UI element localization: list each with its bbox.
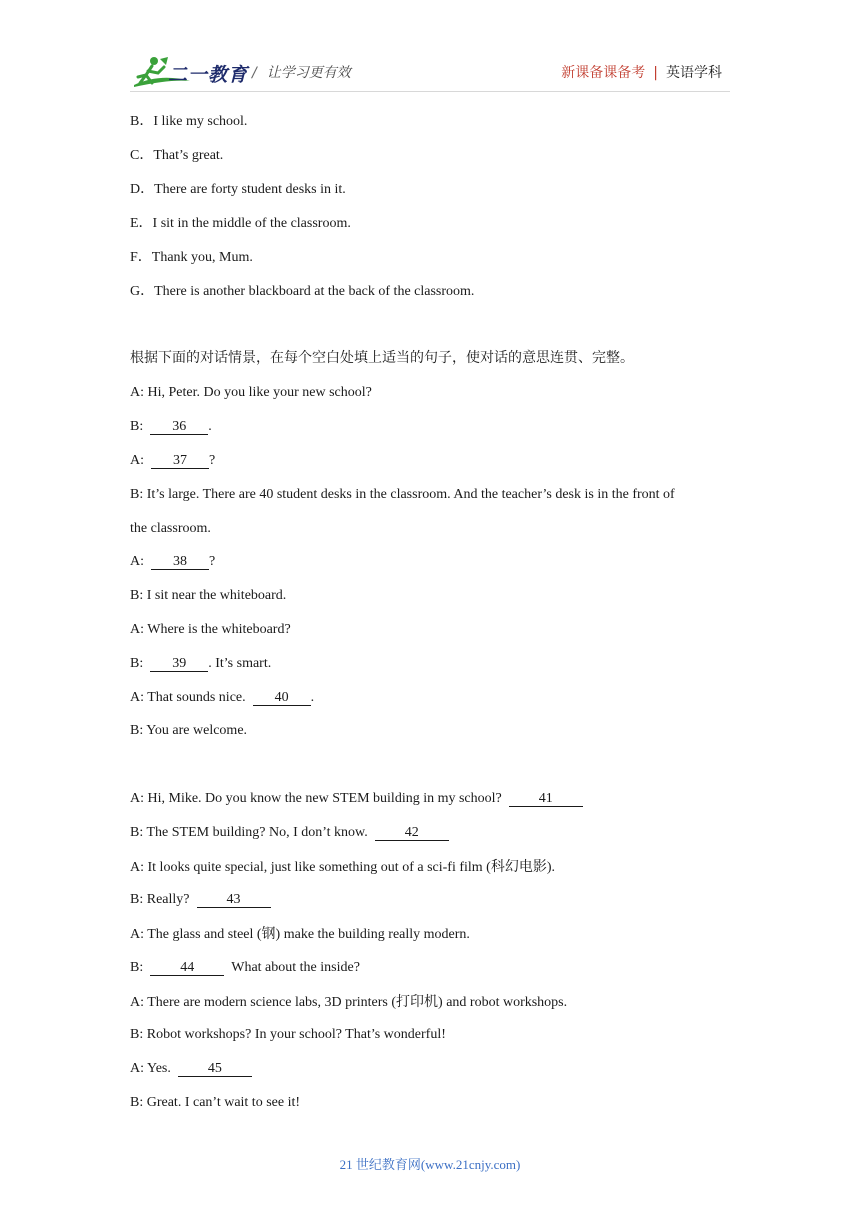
speaker-text: A: It looks quite special, just like something out of a sci-fi film ( xyxy=(130,860,491,875)
option-b: B．I like my school. xyxy=(130,114,248,129)
option-c: C．That’s great. xyxy=(130,148,224,163)
punct: ) make the building really modern. xyxy=(275,927,470,942)
punct: ). xyxy=(546,860,555,875)
dialog2-line-10: B: Great. I can’t wait to see it! xyxy=(130,1095,301,1110)
speaker-text: A: The glass and steel ( xyxy=(130,927,262,942)
blank-45[interactable]: 45 xyxy=(178,1061,252,1077)
chinese-gloss: 科幻电影 xyxy=(490,859,547,875)
blank-40[interactable]: 40 xyxy=(253,690,311,706)
page-footer[interactable]: 21 世纪教育网(www.21cnjy.com) xyxy=(339,1157,521,1172)
option-f: F．Thank you, Mum. xyxy=(130,250,253,265)
punct: ? xyxy=(209,554,216,569)
dialog2-line-9 xyxy=(130,1060,252,1078)
option-d: D．There are forty student desks in it. xyxy=(130,182,346,197)
dialog1-line-5: the classroom. xyxy=(130,521,211,536)
header-right xyxy=(561,62,722,82)
dialog2-line-6 xyxy=(130,959,360,977)
speaker: A: xyxy=(130,554,144,569)
speaker-text: A: Yes. xyxy=(130,1061,171,1076)
speaker: B: xyxy=(130,960,144,975)
speaker: B: xyxy=(130,656,144,671)
instruction: 根据下面的对话情景，在每个空白处填上适当的句子，使对话的意思连贯、完整。 xyxy=(130,350,634,366)
header-divider-line xyxy=(130,91,730,92)
dialog2-line-2 xyxy=(130,824,449,842)
dialog2-line-8: B: Robot workshops? In your school? That’s wonderful! xyxy=(130,1027,446,1042)
dialog1-line-3 xyxy=(130,452,215,470)
header-subject: 英语学科 xyxy=(666,65,722,81)
option-g: G．There is another blackboard at the back of the classroom. xyxy=(130,284,475,299)
header-divider: | xyxy=(653,65,658,81)
chinese-gloss: 打印机 xyxy=(396,994,439,1010)
dialog1-line-11: B: You are welcome. xyxy=(130,723,248,738)
page-header xyxy=(0,0,860,100)
punct: . It’s smart. xyxy=(208,656,272,671)
dialog2-line-5 xyxy=(130,925,470,944)
dialog2-line-7 xyxy=(130,993,567,1012)
header-course-label: 新课备课备考 xyxy=(561,65,646,81)
punct: ? xyxy=(209,453,216,468)
blank-43[interactable]: 43 xyxy=(197,892,271,908)
speaker-text: A: That sounds nice. xyxy=(130,690,246,705)
speaker-text: A: Hi, Mike. Do you know the new STEM building in my school? xyxy=(130,791,502,806)
dialog1-line-6 xyxy=(130,553,215,571)
blank-44[interactable]: 44 xyxy=(150,960,224,976)
dialog2-line-4 xyxy=(130,891,271,909)
punct: ) and robot workshops. xyxy=(438,995,568,1010)
dialog1-line-8: A: Where is the whiteboard? xyxy=(130,622,291,637)
chinese-gloss: 钢 xyxy=(261,926,276,942)
blank-38[interactable]: 38 xyxy=(151,554,209,570)
dialog1-line-7: B: I sit near the whiteboard. xyxy=(130,588,287,603)
dialog1-line-10 xyxy=(130,689,314,707)
blank-41[interactable]: 41 xyxy=(509,791,583,807)
blank-42[interactable]: 42 xyxy=(375,825,449,841)
speaker: A: xyxy=(130,453,144,468)
speaker-text: B: The STEM building? No, I don’t know. xyxy=(130,825,368,840)
slogan-text: 让学习更有效 xyxy=(266,65,351,81)
speaker-text: What about the inside? xyxy=(231,960,360,975)
dialog1-line-4: B: It’s large. There are 40 student desks in the classroom. And the teacher’s desk is in the front of xyxy=(130,487,675,502)
blank-39[interactable]: 39 xyxy=(150,656,208,672)
logo-text: 二一教育 xyxy=(168,64,249,86)
slogan: / 让学习更有效 xyxy=(252,65,351,81)
speaker-text: A: There are modern science labs, 3D printers ( xyxy=(130,995,397,1010)
punct: . xyxy=(310,690,315,705)
dialog2-line-1 xyxy=(130,790,583,808)
speaker: B: xyxy=(130,419,144,434)
speaker-text: B: Really? xyxy=(130,892,190,907)
punct: . xyxy=(208,419,212,434)
option-e: E．I sit in the middle of the classroom. xyxy=(130,216,351,231)
dialog2-line-3 xyxy=(130,858,555,877)
blank-37[interactable]: 37 xyxy=(151,453,209,469)
blank-36[interactable]: 36 xyxy=(150,419,208,435)
dialog1-line-1: A: Hi, Peter. Do you like your new school? xyxy=(130,385,372,400)
dialog1-line-2 xyxy=(130,418,212,436)
dialog1-line-9 xyxy=(130,655,271,673)
